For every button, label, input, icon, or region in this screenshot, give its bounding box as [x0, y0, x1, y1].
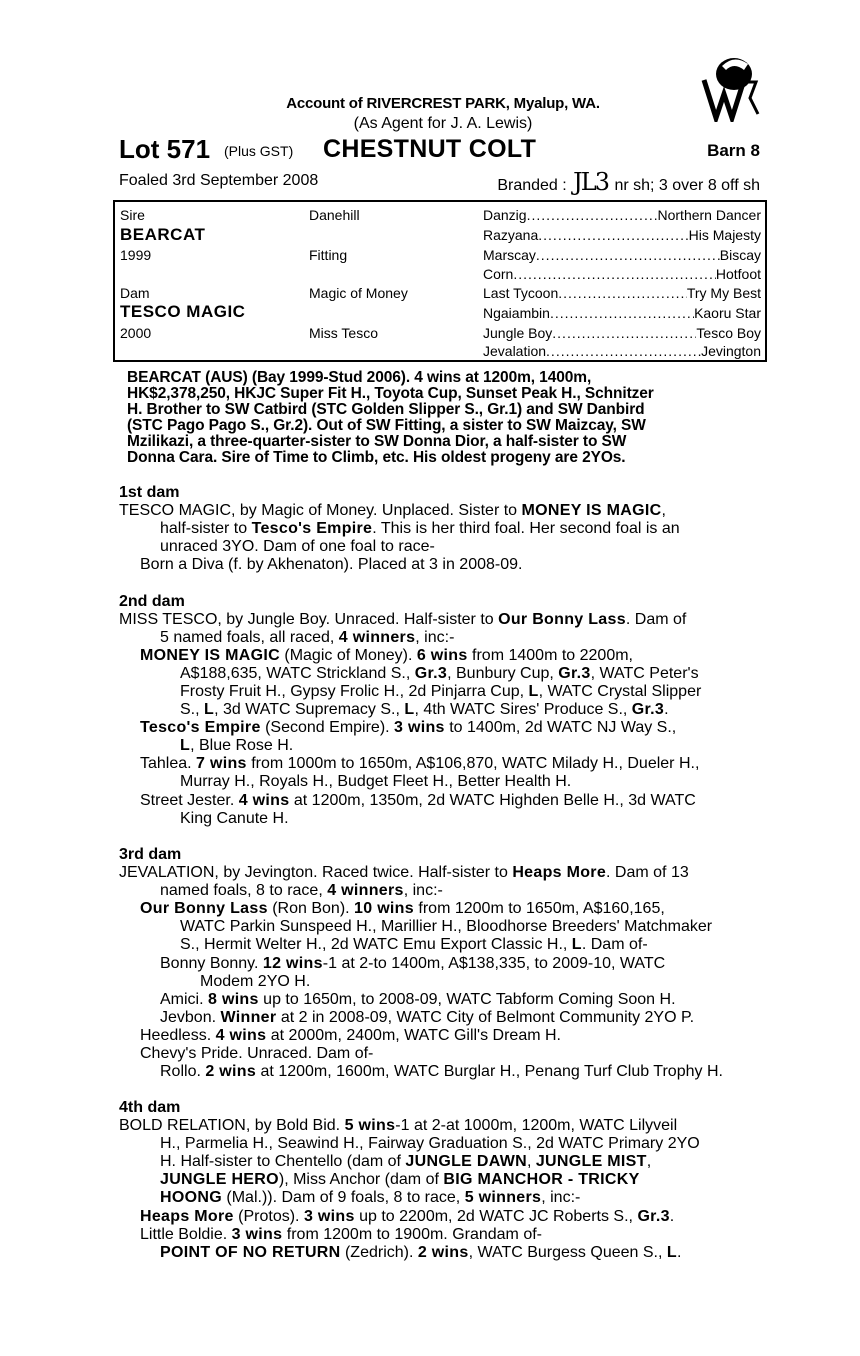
second-dam-line: Street Jester. 4 wins at 1200m, 1350m, 2d WATC Highden Belle H., 3d WATC	[140, 792, 696, 809]
dam-label: Dam	[120, 285, 150, 301]
third-dam-line: Our Bonny Lass (Ron Bon). 10 wins from 1200m to 1650m, A$160,165,	[140, 900, 665, 917]
third-dam-line: JEVALATION, by Jevington. Raced twice. Half-sister to Heaps More. Dam of 13	[119, 864, 689, 881]
sire-year: 1999	[120, 247, 152, 263]
great-grandparent-row: Jungle Boy ..... Tesco Boy	[483, 325, 761, 341]
foaled-date: Foaled 3rd September 2008	[119, 172, 319, 189]
great-grandparent-row: Jevalation ..... Jevington	[483, 343, 761, 359]
great-grandparent-row: Corn ..... Hotfoot	[483, 266, 761, 282]
agent-line: (As Agent for J. A. Lewis)	[353, 115, 533, 132]
lot-number: Lot 571	[119, 134, 211, 164]
fourth-dam-line: POINT OF NO RETURN (Zedrich). 2 wins, WATC Burgess Queen S., L.	[160, 1244, 682, 1261]
grandsire-maternal: Magic of Money	[309, 285, 408, 301]
second-dam-line: Murray H., Royals H., Budget Fleet H., Better Health H.	[180, 773, 572, 790]
great-grandparent-row: Ngaiambin ..... Kaoru Star	[483, 305, 761, 321]
second-dam-line: S., L, 3d WATC Supremacy S., L, 4th WATC Sires' Produce S., Gr.3.	[180, 701, 669, 718]
third-dam-line: Rollo. 2 wins at 1200m, 1600m, WATC Burglar H., Penang Turf Club Trophy H.	[160, 1063, 723, 1080]
lot-header	[119, 134, 760, 164]
granddam-maternal: Miss Tesco	[309, 325, 378, 341]
sire-summary-line: H. Brother to SW Catbird (STC Golden Slipper S., Gr.1) and SW Danbird	[127, 401, 645, 418]
dam-name: TESCO MAGIC	[120, 302, 246, 321]
third-dam-line: named foals, 8 to race, 4 winners, inc:-	[160, 882, 443, 899]
sire-summary-line: (STC Pago Pago S., Gr.2). Out of SW Fitting, a sister to SW Maizcay, SW	[127, 417, 646, 434]
branded-desc: nr sh; 3 over 8 off sh	[614, 177, 760, 194]
second-dam-heading: 2nd dam	[119, 593, 185, 610]
fourth-dam-line: BOLD RELATION, by Bold Bid. 5 wins-1 at 2-at 1000m, 1200m, WATC Lilyveil	[119, 1117, 678, 1134]
first-dam-line: unraced 3YO. Dam of one foal to race-	[160, 538, 435, 555]
first-dam-line: half-sister to Tesco's Empire. This is her third foal. Her second foal is an	[160, 520, 680, 537]
first-dam-line: Born a Diva (f. by Akhenaton). Placed at 3 in 2008-09.	[140, 556, 523, 573]
second-dam-line: MISS TESCO, by Jungle Boy. Unraced. Half-sister to Our Bonny Lass. Dam of	[119, 611, 687, 628]
second-dam-line: King Canute H.	[180, 810, 289, 827]
fourth-dam-line: Heaps More (Protos). 3 wins up to 2200m, 2d WATC JC Roberts S., Gr.3.	[140, 1208, 675, 1225]
sire-label: Sire	[120, 207, 145, 223]
fourth-dam-line: JUNGLE HERO), Miss Anchor (dam of BIG MANCHOR - TRICKY	[160, 1171, 640, 1188]
sire-name: BEARCAT	[120, 225, 206, 244]
third-dam-line: Modem 2YO H.	[200, 973, 311, 990]
sire-summary-line: Donna Cara. Sire of Time to Climb, etc. His oldest progeny are 2YOs.	[127, 449, 626, 466]
fourth-dam-line: HOONG (Mal.)). Dam of 9 foals, 8 to race, 5 winners, inc:-	[160, 1189, 581, 1206]
third-dam-line: WATC Parkin Sunspeed H., Marillier H., Bloodhorse Breeders' Matchmaker	[180, 918, 713, 935]
fourth-dam-line: H., Parmelia H., Seawind H., Fairway Graduation S., 2d WATC Primary 2YO	[160, 1135, 700, 1152]
branded-label: Branded :	[497, 177, 567, 194]
second-dam-line: MONEY IS MAGIC (Magic of Money). 6 wins from 1400m to 2200m,	[140, 647, 633, 664]
dam-year: 2000	[120, 325, 152, 341]
horse-description: CHESTNUT COLT	[323, 135, 537, 163]
sire-summary	[127, 370, 758, 466]
great-grandparent-row: Marscay ..... Biscay	[483, 247, 761, 263]
granddam-paternal: Fitting	[309, 247, 348, 263]
great-grandparent-row: Danzig ..... Northern Dancer	[483, 207, 761, 223]
first-dam-line: TESCO MAGIC, by Magic of Money. Unplaced. Sister to MONEY IS MAGIC,	[119, 502, 666, 519]
fourth-dam-line: Little Boldie. 3 wins from 1200m to 1900m. Grandam of-	[140, 1226, 542, 1243]
second-dam-line: Frosty Fruit H., Gypsy Frolic H., 2d Pinjarra Cup, L, WATC Crystal Slipper	[180, 683, 702, 700]
second-dam-line: A$188,635, WATC Strickland S., Gr.3, Bunbury Cup, Gr.3, WATC Peter's	[180, 665, 699, 682]
barn-number: Barn 8	[707, 141, 760, 160]
third-dam-line: Chevy's Pride. Unraced. Dam of-	[140, 1045, 374, 1062]
brand-info	[497, 168, 760, 196]
first-dam-heading: 1st dam	[119, 484, 180, 501]
third-dam-line: Amici. 8 wins up to 1650m, to 2008-09, WATC Tabform Coming Soon H.	[160, 991, 676, 1008]
second-dam-line: Tesco's Empire (Second Empire). 3 wins to 1400m, 2d WATC NJ Way S.,	[140, 719, 677, 736]
great-grandparent-row: Last Tycoon ..... Try My Best	[483, 285, 761, 301]
second-dam-line: Tahlea. 7 wins from 1000m to 1650m, A$106,870, WATC Milady H., Dueler H.,	[140, 755, 700, 772]
pedigree-table	[113, 200, 767, 362]
third-dam-line: Bonny Bonny. 12 wins-1 at 2-to 1400m, A$138,335, to 2009-10, WATC	[160, 955, 666, 972]
fourth-dam-heading: 4th dam	[119, 1099, 181, 1116]
second-dam-line: 5 named foals, all raced, 4 winners, inc:-	[160, 629, 455, 646]
sire-summary-line: BEARCAT (AUS) (Bay 1999-Stud 2006). 4 wins at 1200m, 1400m,	[127, 369, 592, 386]
fourth-dam-line: H. Half-sister to Chentello (dam of JUNGLE DAWN, JUNGLE MIST,	[160, 1153, 652, 1170]
third-dam-heading: 3rd dam	[119, 846, 182, 863]
grandsire-paternal: Danehill	[309, 207, 360, 223]
third-dam-line: Heedless. 4 wins at 2000m, 2400m, WATC Gill's Dream H.	[140, 1027, 561, 1044]
vendor-account: Account of RIVERCREST PARK, Myalup, WA.	[286, 95, 600, 112]
third-dam-line: S., Hermit Welter H., 2d WATC Emu Export Classic H., L. Dam of-	[180, 936, 648, 953]
sire-summary-line: HK$2,378,250, HKJC Super Fit H., Toyota Cup, Sunset Peak H., Schnitzer	[127, 385, 654, 402]
third-dam-line: Jevbon. Winner at 2 in 2008-09, WATC City of Belmont Community 2YO P.	[160, 1009, 695, 1026]
sire-summary-line: Mzilikazi, a three-quarter-sister to SW Donna Dior, a half-sister to SW	[127, 433, 627, 450]
second-dam-line: L, Blue Rose H.	[180, 737, 294, 754]
brand-mark: JL3	[573, 168, 608, 196]
great-grandparent-row: Razyana ..... His Majesty	[483, 227, 761, 243]
gst-note: (Plus GST)	[224, 143, 294, 159]
